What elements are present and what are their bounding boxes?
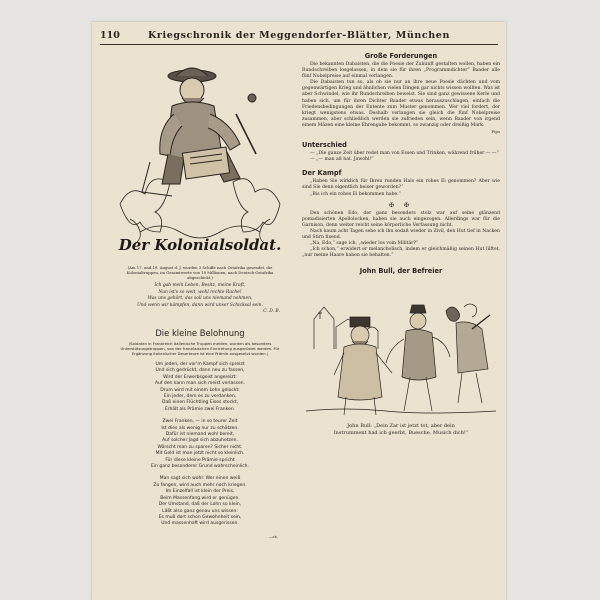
- verse-line: Dafür ist niemand wohl bereit,: [165, 432, 235, 438]
- verse-line: Und sich gedrückt, dann neu zu fassen,: [155, 368, 245, 374]
- verse-line: Im Einzelfall ist klein der Preis,: [165, 489, 235, 495]
- john-bull-illustration: [306, 279, 496, 419]
- paragraph: Nach kaum acht Tagen sehe ich ihn sodaß wieder in Zivil, den Hut tief in Nacken und Stirn fixend.: [302, 228, 500, 240]
- paragraph: „Na, Edo,“ sage ich, „wieder los vom Militär?“: [310, 241, 419, 247]
- verse-line: Man sagt sich wohl: Wer einen weiß: [159, 476, 241, 482]
- poem-line: Nun ist's so weit, wohl rechte Rache!: [158, 289, 242, 295]
- poem-line: Und wenn wir kämpfen, dann wird unser Schicksal sein.: [137, 302, 263, 308]
- verse-line: Läßt also ganz genau uns wissen:: [162, 508, 238, 514]
- verse-line: Auf solcher Jagd sich abzuhetzen.: [162, 438, 238, 444]
- dialogue-line: „Haben Sie wirklich für Ihren runden Hals ein rohes Ei genommen? Aber wie sind Sie denn eigentlich heiser geworden?“: [302, 179, 500, 191]
- verse-line: Daß einen Flüchtling Eises stockt,: [162, 400, 238, 406]
- forderungen-heading: Große Forderungen: [364, 52, 438, 60]
- stanza-2: [104, 419, 296, 470]
- verse-line: Und massenhaft wird ausgerissen.: [161, 521, 239, 527]
- right-column: [302, 50, 500, 594]
- dialogue-line: — „Die ganze Zeit über redet man von Essen und Trinken, während früher — —“: [310, 151, 499, 157]
- verse-line: Wärscht man zu sparen? Sicher nicht.: [157, 444, 243, 450]
- verse-line: Ein jeder, dem es zu verdanken,: [163, 394, 237, 399]
- verse-line: Wird der Erwerbsgeist angereizt:: [163, 374, 237, 380]
- belohnung-heading: Die kleine Belohnung: [155, 327, 245, 338]
- dialogue-line: „Bis ich ein rohes Ei bekommen habe.“: [310, 191, 402, 197]
- forderungen-signature: Pips: [491, 129, 500, 135]
- kampf-heading: Der Kampf: [302, 169, 342, 178]
- john-bull-heading: John Bull, der Befreier: [359, 267, 443, 276]
- soldier-drawing: [110, 54, 290, 262]
- unterschied-text: [302, 151, 500, 163]
- soldier-poem: [104, 283, 296, 316]
- left-column: [104, 50, 296, 594]
- verse-line: Erhält als Prämie zwei Franken.: [164, 406, 236, 412]
- stanza-signature: —ck.: [268, 533, 278, 539]
- belohnung-note: (Soldaten in Frankreich italienische Truppen melden, wurden als besonders Unterstützungstruppen, von der französischen Einrichtung ausgerüstet werden. Für Ergänzung italienischer Deserteure ist eine Prämie ausgesetzt worden.): [120, 340, 280, 356]
- caption-line: John Bull: „Dein Zar ist jetzt tot, aber dein: [347, 423, 455, 430]
- newspaper-page: [92, 22, 506, 600]
- paragraph: „Ich schon,“ erwidert er melancholisch, indem er gleichmäßig seinen Hut lüftet, „nur meine Haare haben sie behalten.“: [302, 247, 500, 259]
- section-separator: ✠ ✠: [389, 201, 413, 209]
- caption-line: Instrumment had ich geerbt, Buesche. Musich dich!“: [333, 430, 469, 437]
- illustration-title: Der Kolonialsoldat.: [118, 236, 282, 254]
- verse-line: Es muß dort schon Gewohnheit sein,: [158, 514, 242, 520]
- stanza-3: [104, 476, 296, 527]
- forderungen-text: [302, 62, 500, 135]
- verse-line: Für diese kleine Prämie spricht: [165, 457, 235, 463]
- kampf-text: [302, 179, 500, 197]
- poem-signature: C. D. B.: [263, 309, 280, 315]
- illustration-caption: (Am 17. und 19. August d. J. wurden 3 Schiffe nach Ostafrika gesendet, die Kolonialtruppen, im Gesamtwerte von 10 Millionen, nach Deutsch-Ostafrika abgeschickt.): [126, 265, 274, 280]
- verse-line: Auf den kann man sich meist verlassen.: [154, 381, 246, 387]
- stanza-1: [104, 362, 296, 413]
- verse-line: Ein ganz besonderer Grund wahrscheinlich.: [151, 464, 249, 470]
- page-header: [100, 30, 498, 45]
- verse-line: Mit Geld ist man jetzt nicht so kleinlich.: [155, 451, 245, 457]
- publication-title: Kriegschronik der Meggendorfer-Blätter, München: [148, 30, 450, 41]
- edo-text: [302, 211, 500, 260]
- paragraph: Den schönen Edo, der ganz besonders stolz war auf seine glänzend pomadisierten Apollolocken, haben sie auch eingezogen. Allerdings war für die Garnison, denn weiter reicht seine körperliche Verfassung nicht.: [302, 210, 500, 228]
- paragraph: Die Dabaisten tun so, als ob sie nur an ihre neue Poesie dächten und vom gegenwärtigen Krieg und ähnlichen vielen Dingen gar nichts wissen wollten. Was ist aber Schwindel, wie ihr Rundschreiben beweist. Sie sind ganz gewissene Kerle und haben sich, um für ihren Dichter Baader etwas herauszuschlagen, einfach die Friedensbedingungen der Entente zum Muster genommen. Wer viel fordert, der kriegt wenigstens etwas. Deshalb verlangen sie gleich die fünf Nobelpreise zusammen, aber schließlich werden sie zufrieden sein, wenn Baader von irgend einem Mäzen eine kleine Ehrengabe bekommt, so zwanzig oder dreißig Mark.: [302, 80, 500, 128]
- verse-line: Ist dies als wenig nur zu schätzen.: [161, 425, 239, 431]
- unterschied-heading: Unterschied: [302, 141, 347, 150]
- verse-line: Zu fangen, wird auch mehr noch kriegen.: [153, 482, 247, 488]
- poem-line: Ich gab mein Leben, Besitz, meine Kraft,: [154, 283, 246, 288]
- page-number: 110: [100, 30, 120, 41]
- verse-line: Zwei Franken, — in so teurer Zeit: [162, 419, 238, 425]
- verse-line: Der Umstand, daß der Lohn so klein,: [158, 502, 242, 508]
- john-bull-sketch: [306, 279, 496, 419]
- kolonialsoldat-illustration: [110, 54, 290, 262]
- dialogue-line: — „— man aß hat. Jawohl!“: [310, 157, 374, 163]
- verse-line: Um jeden, der vor'm Kampf sich spreizt: [155, 361, 245, 367]
- john-bull-caption: [302, 423, 500, 437]
- poem-line: Was uns gehört, das soll uns niemand nehmen,: [147, 296, 253, 302]
- verse-line: Drum wird mit einem Lohn gelockt:: [160, 387, 240, 393]
- paragraph: Die bekannten Dabaisten, die die Poesie der Zukunft gestalten wollen, haben ein Rundschreiben losgelassen, in dem sie für ihren „Programmdichter“ Baader alle fünf Nobelpreise auf einmal verlangen.: [302, 62, 500, 80]
- verse-line: Beim Massenfang wird er genügen.: [160, 495, 240, 501]
